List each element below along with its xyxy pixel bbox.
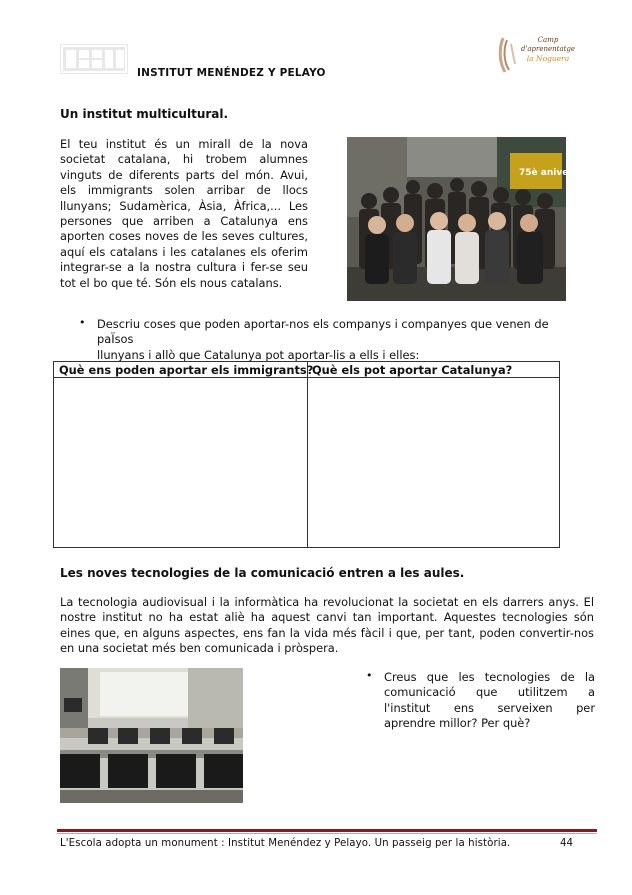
paragraph-line: vinguts de diferents parts del món. Avui,: [60, 167, 308, 182]
table-header-immigrants: Què ens poden aportar els immigrants?: [59, 363, 314, 377]
bullet-line: Descriu coses que poden aportar-nos els companys i companyes que venen de paÏsos: [97, 317, 549, 347]
paragraph-line: els immigrants solen arribar de llocs: [60, 183, 308, 198]
bullet-dot-icon: •: [366, 669, 373, 682]
multicultural-paragraph: [60, 137, 308, 291]
footer-rule-thin: [57, 833, 597, 834]
bullet-line: llunyans i allò que Catalunya pot aportar-lis a ells i elles:: [97, 347, 420, 362]
computer-classroom-photo: [60, 668, 243, 803]
logo-line-3: la Noguera: [526, 54, 570, 63]
pencil-stamp-icon: [497, 34, 519, 76]
logo-right-text: [519, 36, 577, 63]
students-group-photo: [347, 137, 592, 301]
logo-line-2: d'aprenentatge: [520, 45, 576, 53]
paragraph-line: integrar-se a la nostra cultura i fer-se seu: [60, 260, 308, 275]
paragraph-line: aporten coses noves de les seves cultures,: [60, 229, 308, 244]
anniversary-banner-text: 75è aniversari: [519, 168, 592, 178]
section-title-technologies: Les noves tecnologies de la comunicació entren a les aules.: [60, 566, 465, 580]
bullet-instruction-1: [97, 317, 567, 363]
answer-cell-immigrants[interactable]: [55, 378, 306, 547]
paragraph-line: llunyans; Sudamèrica, Àsia, Àfrica,... Les: [60, 198, 308, 213]
paragraph-line: persones que arriben a Catalunya ens: [60, 213, 308, 228]
paragraph-line: nostre institut no ha estat aliè ha aquest canvi tan important. Aquestes tecnologies són: [60, 610, 594, 625]
logo-line-1: Camp: [537, 36, 559, 44]
bullet-question-2: [384, 670, 595, 732]
paragraph-line: societat catalana, hi trobem alumnes: [60, 152, 308, 167]
paragraph-line: La tecnologia audiovisual i la informàtica ha revolucionat la societat en els darrers anys. El: [60, 595, 594, 609]
paragraph-line: El teu institut és un mirall de la nova: [60, 137, 308, 151]
footer-text: L'Escola adopta un monument : Institut Menéndez y Pelayo. Un passeig per la història.: [60, 838, 511, 849]
camp-aprenentatge-logo: [497, 34, 577, 76]
paragraph-line: tot el bo que té. Són els nous catalans.: [60, 275, 283, 290]
bullet-line: Creus que les tecnologies de la: [384, 670, 595, 684]
page-number: 44: [560, 838, 573, 849]
section-title-multicultural: Un institut multicultural.: [60, 107, 229, 121]
technologies-paragraph: [60, 595, 594, 657]
bullet-dot-icon: •: [79, 316, 86, 329]
paragraph-line: aquí els catalans i les catalanes els oferim: [60, 244, 308, 259]
school-name: INSTITUT MENÉNDEZ Y PELAYO: [137, 67, 326, 79]
bullet-line: comunicació que utilitzem a: [384, 685, 595, 700]
institute-building-logo: [60, 44, 128, 74]
paragraph-line: en una societat més ben comunicada i pròspera.: [60, 641, 339, 656]
footer-rule: [57, 829, 597, 832]
answer-cell-catalunya[interactable]: [308, 378, 559, 547]
bullet-line: l'institut ens serveixen per: [384, 700, 595, 715]
table-header-catalunya: Què els pot aportar Catalunya?: [312, 363, 513, 377]
paragraph-line: eines que, en alguns aspectes, ens fan la vida més fàcil i que, per tant, poden convertir-nos: [60, 625, 594, 640]
bullet-line: aprendre millor? Per què?: [384, 716, 531, 731]
answer-table: [53, 361, 560, 548]
